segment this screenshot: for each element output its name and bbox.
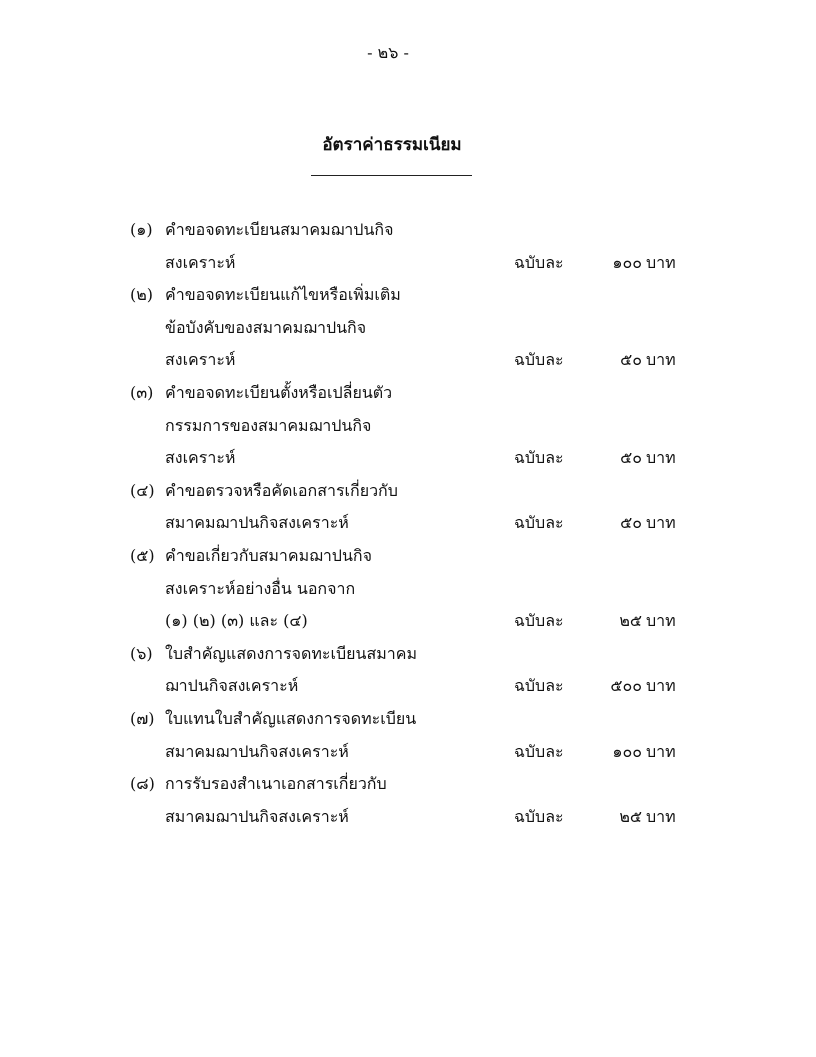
title-underline <box>311 175 472 176</box>
page-title: อัตราค่าธรรมเนียม <box>322 135 462 155</box>
fee-item <box>0 475 816 540</box>
fee-unit: ฉบับละ <box>514 676 564 696</box>
fee-unit: ฉบับละ <box>514 350 564 370</box>
fee-item-line <box>0 377 816 410</box>
fee-amount: ๕๐๐ <box>610 676 642 696</box>
fee-item-description: คำขอจดทะเบียนแก้ไขหรือเพิ่มเติม <box>165 285 401 305</box>
fee-item-line <box>0 507 816 540</box>
fee-unit: ฉบับละ <box>514 448 564 468</box>
fee-item-description: คำขอเกี่ยวกับสมาคมฌาปนกิจ <box>165 545 372 565</box>
fee-amount: ๒๕ <box>619 611 642 631</box>
fee-item <box>0 540 816 638</box>
fee-item-line <box>0 736 816 769</box>
fee-currency: บาท <box>646 806 676 826</box>
fee-item-line <box>0 247 816 280</box>
fee-item-number: (๖) <box>130 643 153 663</box>
fee-item-description: ใบสำคัญแสดงการจดทะเบียนสมาคม <box>165 643 417 663</box>
fee-unit: ฉบับละ <box>514 513 564 533</box>
fee-item-number: (๗) <box>130 708 155 728</box>
fee-item-description: สมาคมฌาปนกิจสงเคราะห์ <box>165 513 349 533</box>
fee-item-number: (๘) <box>130 774 155 794</box>
fee-item-description: สงเคราะห์ <box>165 252 236 272</box>
fee-item <box>0 214 816 279</box>
fee-amount: ๑๐๐ <box>612 741 642 761</box>
fee-currency: บาท <box>646 741 676 761</box>
fee-currency: บาท <box>646 448 676 468</box>
fee-item-description: (๑) (๒) (๓) และ (๔) <box>165 611 308 631</box>
fee-unit: ฉบับละ <box>514 252 564 272</box>
fee-item-line <box>0 214 816 247</box>
fee-amount: ๕๐ <box>620 350 642 370</box>
fee-item-description: การรับรองสำเนาเอกสารเกี่ยวกับ <box>165 774 387 794</box>
fee-item-number: (๓) <box>130 382 154 402</box>
fee-unit: ฉบับละ <box>514 806 564 826</box>
fee-item-line <box>0 344 816 377</box>
fee-item-line <box>0 475 816 508</box>
fee-currency: บาท <box>646 676 676 696</box>
fee-item-description: สงเคราะห์ <box>165 448 236 468</box>
fee-amount: ๕๐ <box>620 448 642 468</box>
fee-item-description: สมาคมฌาปนกิจสงเคราะห์ <box>165 741 349 761</box>
fee-amount: ๒๕ <box>619 806 642 826</box>
fee-item-number: (๔) <box>130 480 155 500</box>
fee-item <box>0 638 816 703</box>
fee-currency: บาท <box>646 350 676 370</box>
fee-item-line <box>0 605 816 638</box>
fee-item-line <box>0 442 816 475</box>
fee-item-line <box>0 410 816 443</box>
fee-item-number: (๑) <box>130 220 153 239</box>
fee-item-description: คำขอตรวจหรือคัดเอกสารเกี่ยวกับ <box>165 480 398 500</box>
fee-item-description: ใบแทนใบสำคัญแสดงการจดทะเบียน <box>165 708 417 728</box>
fee-item-description: ข้อบังคับของสมาคมฌาปนกิจ <box>165 317 367 337</box>
fee-item-description: คำขอจดทะเบียนตั้งหรือเปลี่ยนตัว <box>165 382 393 402</box>
fee-unit: ฉบับละ <box>514 741 564 761</box>
fee-item-line <box>0 279 816 312</box>
fee-item-line <box>0 573 816 606</box>
fee-item-line <box>0 540 816 573</box>
fee-item-number: (๕) <box>130 545 155 565</box>
fee-item-description: สมาคมฌาปนกิจสงเคราะห์ <box>165 806 349 826</box>
fee-list <box>0 214 816 833</box>
fee-item <box>0 768 816 833</box>
fee-item-description: สงเคราะห์ <box>165 350 236 370</box>
fee-item-line <box>0 801 816 834</box>
fee-item-line <box>0 703 816 736</box>
fee-item <box>0 703 816 768</box>
fee-currency: บาท <box>646 513 676 533</box>
fee-item <box>0 279 816 377</box>
page-number: - ๒๖ - <box>367 43 409 62</box>
fee-item-line <box>0 670 816 703</box>
fee-item-line <box>0 638 816 671</box>
fee-item <box>0 377 816 475</box>
fee-item-line <box>0 312 816 345</box>
fee-currency: บาท <box>646 252 676 272</box>
fee-currency: บาท <box>646 611 676 631</box>
fee-item-description: คำขอจดทะเบียนสมาคมฌาปนกิจ <box>165 220 394 239</box>
fee-item-description: กรรมการของสมาคมฌาปนกิจ <box>165 415 372 435</box>
fee-unit: ฉบับละ <box>514 611 564 631</box>
fee-item-description: สงเคราะห์อย่างอื่น นอกจาก <box>165 578 356 598</box>
fee-item-number: (๒) <box>130 285 154 305</box>
fee-item-line <box>0 768 816 801</box>
fee-amount: ๑๐๐ <box>612 252 642 272</box>
fee-item-description: ฌาปนกิจสงเคราะห์ <box>165 676 299 696</box>
fee-amount: ๕๐ <box>620 513 642 533</box>
